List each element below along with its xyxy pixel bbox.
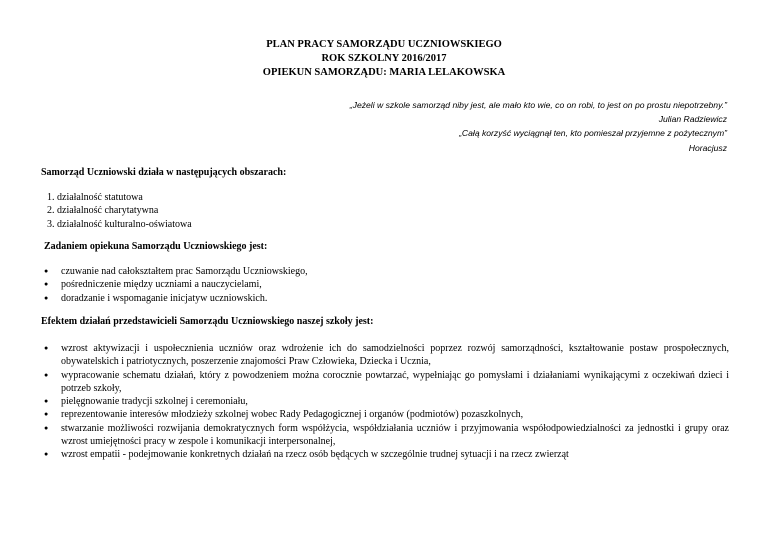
- quote-text: „Całą korzyść wyciągnął ten, kto pomieszał przyjemne z pożytecznym”: [459, 128, 727, 139]
- areas-list: [41, 191, 192, 231]
- list-item: ● pielęgnowanie tradycji szkolnej i ceremoniału,: [61, 395, 729, 408]
- quote-author: Horacjusz: [688, 142, 727, 153]
- header-title: PLAN PRACY SAMORZĄDU UCZNIOWSKIEGO: [266, 39, 502, 50]
- list-item: 2. działalność charytatywna: [57, 204, 192, 217]
- effects-list: [41, 342, 729, 462]
- list-item: 1. działalność statutowa: [57, 191, 192, 204]
- list-item: ● wzrost empatii - podejmowanie konkretnych działań na rzecz osób będących w szczególnie trudnej sytuacji i na rzecz zwierząt: [61, 448, 729, 461]
- areas-heading: Samorząd Uczniowski działa w następujących obszarach:: [41, 167, 287, 178]
- list-item: ● pośredniczenie między uczniami a nauczycielami,: [61, 278, 308, 291]
- header-supervisor: OPIEKUN SAMORZĄDU: MARIA LELAKOWSKA: [262, 67, 506, 78]
- tasks-list: [41, 265, 308, 305]
- header-school-year: ROK SZKOLNY 2016/2017: [321, 53, 447, 64]
- list-item: ● czuwanie nad całokształtem prac Samorządu Uczniowskiego,: [61, 265, 308, 278]
- list-item: ● reprezentowanie interesów młodzieży szkolnej wobec Rady Pedagogicznej i organów (podmiotów) pozaszkolnych,: [61, 408, 729, 421]
- effects-heading: Efektem działań przedstawicieli Samorządu Uczniowskiego naszej szkoły jest:: [41, 316, 374, 327]
- list-item: ● stwarzanie możliwości rozwijania demokratycznych form współżycia, współdziałania uczniów i przyjmowania współodpowiedzialności za jednostki i grupy oraz wzrost umiejętności pracy w zespole i komunikacji interpersonalnej,: [61, 422, 729, 449]
- quotes-block: [350, 98, 727, 155]
- list-item: ● wzrost aktywizacji i uspołecznienia uczniów oraz wdrożenie ich do samodzielności poprzez rozwój samorządności, kształtowanie postaw prospołecznych, obywatelskich i patriotycznych, poszerzenie znajomości Praw Człowieka, Dziecka i Ucznia,: [61, 342, 729, 369]
- quote-author: Julian Radziewicz: [658, 114, 727, 125]
- document-header: [0, 38, 768, 80]
- quote-text: „Jeżeli w szkole samorząd niby jest, ale mało kto wie, co on robi, to jest on po prostu niepotrzebny.”: [349, 100, 727, 110]
- list-item: 3. działalność kulturalno-oświatowa: [57, 218, 192, 231]
- list-item: ● doradzanie i wspomaganie inicjatyw uczniowskich.: [61, 292, 308, 305]
- list-item: ● wypracowanie schematu działań, który z powodzeniem można corocznie powtarzać, wypełniając go pomysłami i działaniami wynikającymi z oczekiwań dzieci i potrzeb szkoły,: [61, 369, 729, 396]
- tasks-heading: Zadaniem opiekuna Samorządu Uczniowskiego jest:: [44, 241, 268, 252]
